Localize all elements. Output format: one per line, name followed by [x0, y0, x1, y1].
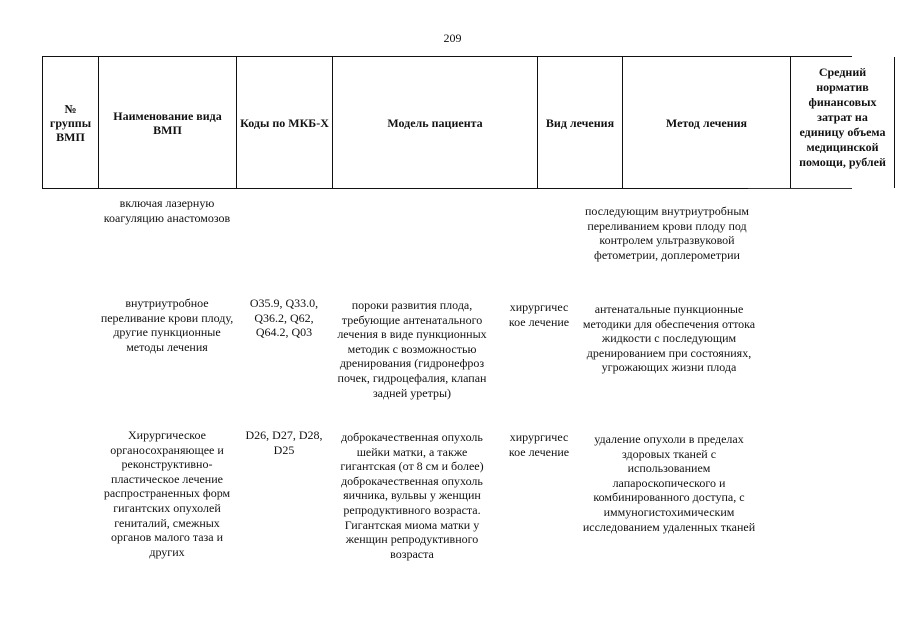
row3-name: Хирургическое органосохраняющее и реконструктивно-пластическое лечение распространенных форм гигантских опухолей гениталий, смежных органов малого таза и других — [103, 428, 231, 559]
row2-model: пороки развития плода, требующие антенатального лечения в виде пункционных методик с возможностью дренирования (гидронефроз почек, гидроцефалия, клапан задней уретры) — [337, 298, 487, 400]
table-header — [42, 56, 886, 189]
row3-model: доброкачественная опухоль шейки матки, а также гигантская (от 8 см и более) доброкачественная опухоль яичника, вульвы у женщин репродуктивного возраста. Гигантская миома матки у женщин репродуктивного возраста — [340, 430, 484, 561]
row1-method: последующим внутриутробным переливанием крови плоду под контролем ультразвуковой фетометрии, доплерометрии — [584, 204, 749, 262]
row3-codes: D26, D27, D28, D25 — [245, 428, 323, 457]
row2-name: внутриутробное переливание крови плоду, другие пункционные методы лечения — [100, 296, 234, 354]
header-patient-model: Модель пациента — [333, 57, 538, 188]
page-number: 209 — [443, 31, 462, 45]
row3-type: хирургичес кое лечение — [508, 430, 570, 459]
row2-type: хирургичес кое лечение — [508, 300, 570, 329]
header-treatment-type: Вид лечения — [538, 57, 623, 188]
row2-codes: O35.9, Q33.0, Q36.2, Q62, Q64.2, Q03 — [249, 296, 319, 340]
header-average-cost: Средний норматив финансовых затрат на единицу объема медицинской помощи, рублей — [791, 57, 895, 188]
header-underline — [748, 188, 852, 189]
row2-method: антенатальные пункционные методики для обеспечения оттока жидкости с последующим дренированием при состояниях, угрожающих жизни плода — [582, 302, 756, 375]
header-treatment-method: Метод лечения — [623, 57, 791, 188]
header-group-number: № группы ВМП — [43, 57, 99, 188]
header-icd-codes: Коды по МКБ-Х — [237, 57, 333, 188]
header-vmp-name: Наименование вида ВМП — [99, 57, 237, 188]
row3-method: удаление опухоли в пределах здоровых тканей с использованием лапароскопического и комбинированного доступа, с иммуногистохимическим исследованием удаленных тканей — [582, 432, 756, 534]
row1-name: включая лазерную коагуляцию анастомозов — [103, 196, 231, 225]
